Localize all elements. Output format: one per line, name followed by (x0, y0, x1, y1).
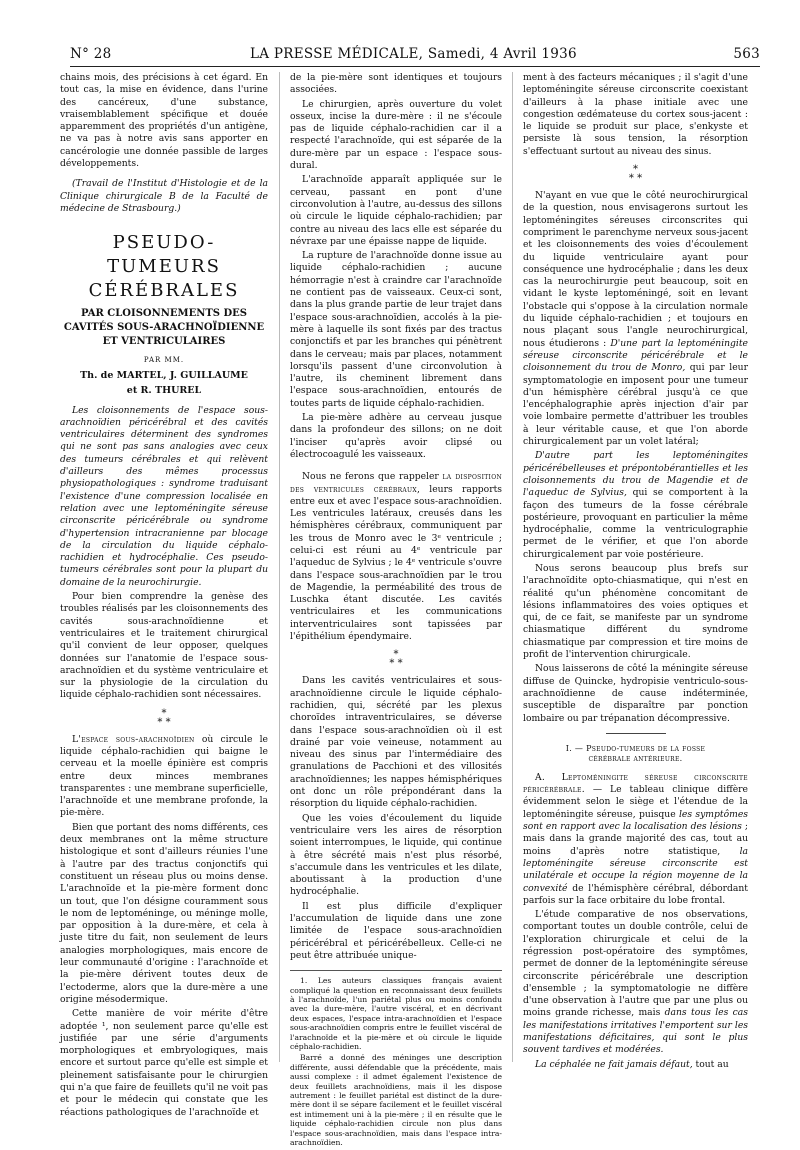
paragraph: chains mois, des précisions à cet égard. En tout cas, la mise en évidence, dans l'urine des cancéreux, d'une substance, vraisemblablement spécifique et douée apparemment des propriétés d'un antigène, ne va pas à notre avis sans apporter en cancérologie une donnée passible de larges développements. (60, 72, 268, 170)
footnote: Barré a donné des méninges une description différente, aussi défendable que la précédente, mais aussi complexe : il admet également l'existence de deux feuillets arachnoïdiens, mais il les dispose autrement : le feuillet pariétal est distinct de la dure-mère dont il se sépare facilement et le feuillet viscéral est intimement uni à la pie-mère ; il en résulte que le liquide céphalo-rachidien circule non plus dans l'espace sous-arachnoïdien, mais dans l'espace intra-arachnoïdien. (290, 1053, 502, 1148)
paragraph: Le chirurgien, après ouverture du volet osseux, incise la dure-mère : il ne s'écoule pas de liquide céphalo-rachidien car il a respecté l'arachnoïde, qui est séparée de la dure-mère par un espace : l'espace sous-dural. (290, 98, 502, 172)
paragraph: Pour bien comprendre la genèse des troubles réalisés par les cloisonnements des cavités sous-arachnoïdienne et ventriculaires et le traitement chirurgical qu'il convient de leur opposer, quelques données sur l'anatomie de l'espace sous-arachnoïdien et du système ventriculaire et sur la physiologie de la circulation du liquide céphalo-rachidien sont nécessaires. (60, 591, 268, 701)
paragraph: Nous laisserons de côté la méningite séreuse diffuse de Quincke, hydropisie ventriculo-sous-arachnoïdienne de cause indéterminée, susceptible de disparaître par ponction lombaire ou par trépanation décompressive. (523, 663, 748, 724)
column-3 (523, 72, 748, 1073)
article-headline (60, 231, 268, 396)
page-number: 563 (733, 46, 760, 62)
issue-number: N° 28 (70, 46, 112, 62)
footnotes (290, 970, 502, 1147)
page-header (70, 44, 760, 66)
paragraph: D'autre part les leptoméningites péricérébelleuses et prépontobérantielles et les cloisonnements du trou de Magendie et de l'aqueduc de Sylvius, qui se comportent à la façon des tumeurs de la fosse cérébrale postérieure, provoquant en particulier la même hydrocéphalie, comme la ventriculographie permet de le vérifier, et que l'on aborde chirurgicalement par voie postérieure. (523, 450, 748, 560)
article-credit: (Travail de l'Institut d'Histologie et de la Clinique chirurgicale B de la Faculté de médecine de Strasbourg.) (60, 178, 268, 214)
paragraph: Nous ne ferons que rappeler la disposition des ventricules cérébraux, leurs rapports entre eux et avec l'espace sous-arachnoïdien. Les ventricules latéraux, creusés dans les hémisphères cérébraux, communiquent par les trous de Monro avec le 3ᵉ ventricule ; celui-ci est réuni au 4ᵉ ventricule par l'aqueduc de Sylvius ; le 4ᵉ ventricule s'ouvre dans l'espace sous-arachnoïdien par le trou de Magendie, la perméabilité des trous de Luschka étant discutée. Les cavités ventriculaires et les communications interventriculaires sont tapissées par l'épithélium épendymaire. (290, 471, 503, 643)
paragraph: ment à des facteurs mécaniques ; il s'agit d'une leptoméningite séreuse circonscrite coexistant d'ailleurs à la phase initiale avec une congestion œdémateuse du cortex sous-jacent : le liquide se produit sur place, s'enkyste et persiste là sous tension, la résorption s'effectuant surtout au niveau des sinus. (523, 72, 748, 157)
section-rule (606, 733, 666, 734)
paragraph: L'étude comparative de nos observations, comportant toutes un double contrôle, celui de l'exploration chirurgicale et celui de la régression post-opératoire des symptômes, permet de donner de la leptoméningite séreuse circonscrite péricérébrale une description d'ensemble ; la symptomatologie ne diffère d'une observation à l'autre que par une plus ou moins grande richesse, mais dans tous les cas les manifestations irritatives l'emportent sur les manifestations déficitaires, qui sont le plus souvent tardives et modérées. (523, 909, 748, 1056)
paragraph: La pie-mère adhère au cerveau jusque dans la profondeur des sillons; on ne doit l'inciser qu'après avoir clipsé ou électrocoagulé les vaisseaux. (290, 412, 502, 460)
byline-prefix: PAR MM. (143, 356, 185, 365)
section-stars: * * * (389, 649, 403, 670)
abstract: Les cloisonnements de l'espace sous-arachnoïdien péricérébral et des cavités ventriculaires déterminent des syndromes qui ne sont pas sans analogies avec ceux des tumeurs cérébrales et qui relèvent d'ailleurs des mêmes processus physiopathologiques : syndrome traduisant l'existence d'une compression localisée en relation avec une leptoméningite séreuse circonscrite péricérébrale ou syndrome d'hypertension intracranienne par blocage de la circulation du liquide céphalo-rachidien et hydrocéphalie. Ces pseudo-tumeurs cérébrales sont pour la plupart du domaine de la neurochirurgie. (60, 404, 268, 588)
journal-title: LA PRESSE MÉDICALE, Samedi, 4 Avril 1936 (250, 46, 577, 62)
paragraph: N'ayant en vue que le côté neurochirurgical de la question, nous envisagerons surtout les leptoméningites séreuses circonscrites qui compriment le parenchyme nerveux sous-jacent et les cloisonnements des voies d'écoulement du liquide ventriculaire ayant pour conséquence une hydrocéphalie ; dans les deux cas la neurochirurgie peut beaucoup, soit en vidant le kyste leptoméningé, soit en levant l'obstacle qui s'oppose à la circulation normale du liquide céphalo-rachidien ; et toujours en nous plaçant sous l'angle neurochirurgical, nous étudierons : D'une part la leptoméningite séreuse circonscrite péricérébrale et le cloisonnement du trou de Monro, qui par leur symptomatologie en imposent pour une tumeur d'un hémisphère cérébral jusqu'à ce que l'encéphalographie après injection d'air par voie lombaire permette d'attribuer les troubles à leur véritable cause, et que l'on aborde chirurgicalement par un volet latéral; (523, 190, 748, 448)
paragraph: La rupture de l'arachnoïde donne issue au liquide céphalo-rachidien ; aucune hémorragie n'est à craindre car l'arachnoïde ne contient pas de vaisseaux. Ceux-ci sont, dans la plus grande partie de leur trajet dans l'espace sous-arachnoïdien, accolés à la pie-mère à laquelle ils sont fixés par des tractus conjonctifs et par les branches qui pénètrent dans le cerveau; mais par places, notamment lorsqu'ils passent d'une circonvolution à l'autre, ils cheminent librement dans l'espace sous-arachnoïdien, entourés de toutes parts de liquide céphalo-rachidien. (290, 250, 502, 409)
section-heading: I. — Pseudo-tumeurs de la fosse cérébrale antérieure. (565, 743, 706, 763)
authors: et R. THUREL (126, 384, 202, 396)
paragraph: L'espace sous-arachnoïdien où circule le liquide céphalo-rachidien qui baigne le cerveau et la moelle épinière est compris entre deux minces membranes transparentes : une membrane superficielle, l'arachnoïde et une membrane profonde, la pie-mère. (60, 733, 268, 819)
paragraph: A. Leptoméningite séreuse circonscrite péricérébrale. — Le tableau clinique diffère évidemment selon le siège et l'étendue de la leptoméningite séreuse, puisque les symptômes sont en rapport avec la localisation des lésions ; mais dans la grande majorité des cas, tout au moins d'après notre statistique, la leptoméningite séreuse circonscrite est unilatérale et occupe la région moyenne de la convexité de l'hémisphère cérébral, débordant parfois sur la face orbitaire du lobe frontal. (523, 771, 748, 906)
paragraph: de la pie-mère sont identiques et toujours associées. (290, 72, 502, 96)
article-title: CÉRÉBRALES (88, 280, 240, 302)
authors: Th. de MARTEL, J. GUILLAUME (80, 369, 248, 381)
article-title: PSEUDO-TUMEURS (107, 232, 221, 278)
column-1 (60, 72, 268, 1121)
paragraph: Il est plus difficile d'expliquer l'accumulation de liquide dans une zone limitée de l'espace sous-arachnoïdien péricérébral et péricérébelleux. Celle-ci ne peut être attribuée unique- (290, 900, 502, 961)
paragraph: L'arachnoïde apparaît appliquée sur le cerveau, passant en pont d'une circonvolution à l'autre, au-dessus des sillons où circule le liquide céphalo-rachidien; par contre au niveau des lacs elle est séparée du névraxe par une épaisse nappe de liquide. (290, 174, 502, 247)
column-2 (290, 72, 502, 1150)
paragraph: Que les voies d'écoulement du liquide ventriculaire vers les aires de résorption soient interrompues, le liquide, qui continue à être sécrété mais n'est plus résorbé, s'accumule dans les ventricules et les dilate, aboutissant à la production d'une hydrocéphalie. (290, 812, 502, 898)
paragraph: La céphalée ne fait jamais défaut, tout au (535, 1058, 729, 1070)
section-stars: * * * (157, 707, 171, 728)
paragraph: Nous serons beaucoup plus brefs sur l'arachnoïdite opto-chiasmatique, qui n'est en réalité qu'un phénomène concomitant de lésions inflammatoires des voies optiques et qui, de ce fait, se manifeste par un syndrome chiasmatique différent du syndrome chiasmatique par compression et tire moins de profit de l'intervention chirurgicale. (523, 562, 748, 661)
header-rule (70, 66, 760, 67)
column-divider (512, 72, 513, 1062)
column-divider (279, 72, 280, 1062)
section-stars: * * * (628, 164, 643, 185)
paragraph: Dans les cavités ventriculaires et sous-arachnoïdienne circule le liquide céphalo-rachidien, qui, sécrété par les plexus choroïdes intraventriculaires, se déverse dans l'espace sous-arachnoïdien où il est drainé par voie veineuse, notamment au niveau des sinus par l'intermédiaire des granulations de Pacchioni et des villosités arachnoïdiennes; les nappes hémisphériques ont donc un rôle prépondérant dans la résorption du liquide céphalo-rachidien. (290, 675, 502, 810)
paragraph: Bien que portant des noms différents, ces deux membranes ont la même structure histologique et sont d'ailleurs réunies l'une à l'autre par des tractus conjonctifs qui constituent un réseau plus ou moins dense. L'arachnoïde et la pie-mère forment donc un tout, que l'on désigne couramment sous le nom de leptoméninge, ou méninge molle, par opposition à la dure-mère, et cela à juste titre du fait, non seulement de leurs analogies morphologiques, mais encore de leur communauté d'origine : l'arachnoïde et la pie-mère dérivent toutes deux de l'ectoderme, alors que la dure-mère a une origine mésodermique. (60, 821, 268, 1005)
article-subtitle: PAR CLOISONNEMENTS DES CAVITÉS SOUS-ARACHNOÏDIENNE ET VENTRICULAIRES (63, 308, 265, 348)
footnote: 1. Les auteurs classiques français avaient compliqué la question en reconnaissant deux feuillets à l'arachnoïde, l'un pariétal plus ou moins confondu avec la dure-mère, l'autre viscéral, et en décrivant deux espaces, l'espace intra-arachnoïdien et l'espace sous-arachnoïdien compris entre le feuillet viscéral de l'arachnoïde et la pie-mère et où circule le liquide céphalo-rachidien. (290, 976, 502, 1052)
paragraph: Cette manière de voir mérite d'être adoptée ¹, non seulement parce qu'elle est justifiée par une série d'arguments morphologiques et embryologiques, mais encore et surtout parce qu'elle est simple et pleinement satisfaisante pour le chirurgien qui n'a que faire de feuillets qu'il ne voit pas et pour le médecin qui constate que les réactions pathologiques de l'arachnoïde et (60, 1008, 268, 1118)
